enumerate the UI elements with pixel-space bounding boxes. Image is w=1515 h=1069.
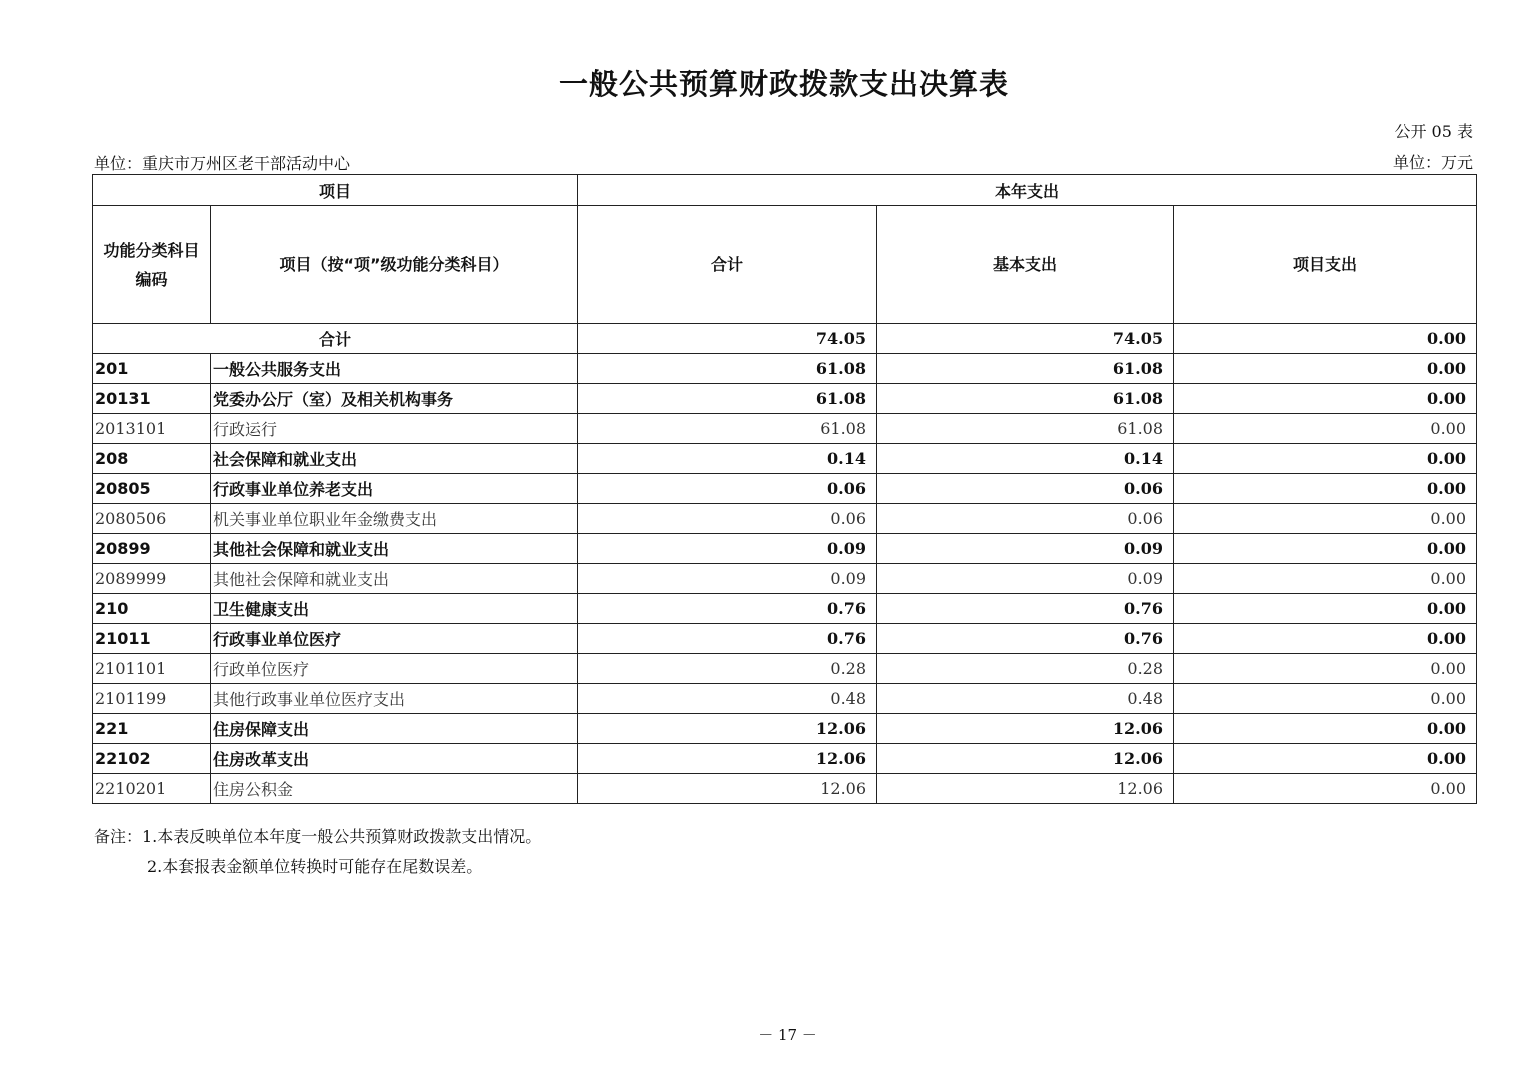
table-row xyxy=(93,744,1477,774)
row-total: 0.28 xyxy=(578,654,877,684)
table-row xyxy=(93,444,1477,474)
row-basic: 0.76 xyxy=(877,594,1174,624)
row-name: 行政事业单位养老支出 xyxy=(211,474,578,504)
unit-currency: 单位：万元 xyxy=(1392,153,1473,172)
row-basic: 61.08 xyxy=(877,384,1174,414)
row-total: 0.06 xyxy=(578,474,877,504)
total-total: 74.05 xyxy=(578,324,877,354)
row-code: 221 xyxy=(93,714,211,744)
row-total: 0.76 xyxy=(578,594,877,624)
row-basic: 61.08 xyxy=(877,414,1174,444)
row-code: 2080506 xyxy=(93,504,211,534)
total-project: 0.00 xyxy=(1174,324,1477,354)
table-number: 公开 05 表 xyxy=(1394,122,1473,141)
table-row xyxy=(93,534,1477,564)
row-basic: 0.06 xyxy=(877,474,1174,504)
header-row-2 xyxy=(93,206,1477,324)
row-name: 机关事业单位职业年金缴费支出 xyxy=(211,504,578,534)
row-project: 0.00 xyxy=(1174,534,1477,564)
header-current-year-expense: 本年支出 xyxy=(578,175,1477,206)
header-project: 项目 xyxy=(93,175,578,206)
row-project: 0.00 xyxy=(1174,594,1477,624)
table-row xyxy=(93,594,1477,624)
row-basic: 12.06 xyxy=(877,774,1174,804)
row-code: 2101199 xyxy=(93,684,211,714)
row-total: 0.09 xyxy=(578,564,877,594)
row-project: 0.00 xyxy=(1174,474,1477,504)
row-basic: 0.09 xyxy=(877,564,1174,594)
table-row xyxy=(93,414,1477,444)
row-project: 0.00 xyxy=(1174,744,1477,774)
row-project: 0.00 xyxy=(1174,444,1477,474)
row-project: 0.00 xyxy=(1174,684,1477,714)
row-code: 208 xyxy=(93,444,211,474)
header-code-column: 功能分类科目编码 xyxy=(93,206,211,324)
row-basic: 0.14 xyxy=(877,444,1174,474)
row-name: 行政单位医疗 xyxy=(211,654,578,684)
row-code: 20131 xyxy=(93,384,211,414)
table-row xyxy=(93,654,1477,684)
table-row xyxy=(93,504,1477,534)
header-project-expense-column: 项目支出 xyxy=(1174,206,1477,324)
total-row xyxy=(93,324,1477,354)
row-name: 社会保障和就业支出 xyxy=(211,444,578,474)
row-name: 住房改革支出 xyxy=(211,744,578,774)
row-name: 卫生健康支出 xyxy=(211,594,578,624)
page-title: 一般公共预算财政拨款支出决算表 xyxy=(558,67,1009,101)
row-project: 0.00 xyxy=(1174,384,1477,414)
row-total: 61.08 xyxy=(578,354,877,384)
row-name: 行政事业单位医疗 xyxy=(211,624,578,654)
row-code: 2089999 xyxy=(93,564,211,594)
notes xyxy=(94,822,541,882)
row-name: 其他社会保障和就业支出 xyxy=(211,534,578,564)
page-number: － 17 － xyxy=(758,1026,817,1044)
row-name: 其他社会保障和就业支出 xyxy=(211,564,578,594)
table-row xyxy=(93,564,1477,594)
row-name: 一般公共服务支出 xyxy=(211,354,578,384)
row-project: 0.00 xyxy=(1174,654,1477,684)
header-row-1 xyxy=(93,175,1477,206)
table-row xyxy=(93,624,1477,654)
row-total: 0.06 xyxy=(578,504,877,534)
row-code: 2013101 xyxy=(93,414,211,444)
row-project: 0.00 xyxy=(1174,504,1477,534)
row-name: 行政运行 xyxy=(211,414,578,444)
row-project: 0.00 xyxy=(1174,624,1477,654)
row-project: 0.00 xyxy=(1174,564,1477,594)
row-code: 21011 xyxy=(93,624,211,654)
row-basic: 0.48 xyxy=(877,684,1174,714)
row-basic: 61.08 xyxy=(877,354,1174,384)
row-total: 61.08 xyxy=(578,414,877,444)
header-name-column: 项目（按“项”级功能分类科目） xyxy=(211,206,578,324)
table-row xyxy=(93,354,1477,384)
row-project: 0.00 xyxy=(1174,774,1477,804)
total-label: 合计 xyxy=(93,324,578,354)
row-project: 0.00 xyxy=(1174,714,1477,744)
row-name: 党委办公厅（室）及相关机构事务 xyxy=(211,384,578,414)
row-project: 0.00 xyxy=(1174,414,1477,444)
unit-organization: 单位：重庆市万州区老干部活动中心 xyxy=(94,154,351,173)
row-name: 住房公积金 xyxy=(211,774,578,804)
row-basic: 12.06 xyxy=(877,714,1174,744)
row-total: 12.06 xyxy=(578,774,877,804)
expense-table xyxy=(92,174,1477,804)
row-code: 20899 xyxy=(93,534,211,564)
row-total: 61.08 xyxy=(578,384,877,414)
row-code: 201 xyxy=(93,354,211,384)
row-name: 其他行政事业单位医疗支出 xyxy=(211,684,578,714)
row-basic: 0.09 xyxy=(877,534,1174,564)
row-total: 0.09 xyxy=(578,534,877,564)
table-row xyxy=(93,774,1477,804)
total-basic: 74.05 xyxy=(877,324,1174,354)
row-total: 12.06 xyxy=(578,714,877,744)
table-row xyxy=(93,714,1477,744)
note-line-1: 备注：1.本表反映单位本年度一般公共预算财政拨款支出情况。 xyxy=(94,827,542,846)
table-row xyxy=(93,684,1477,714)
table-row xyxy=(93,384,1477,414)
note-line-2: 2.本套报表金额单位转换时可能存在尾数误差。 xyxy=(147,857,483,876)
row-total: 0.76 xyxy=(578,624,877,654)
row-code: 20805 xyxy=(93,474,211,504)
row-total: 0.48 xyxy=(578,684,877,714)
row-total: 0.14 xyxy=(578,444,877,474)
row-code: 2101101 xyxy=(93,654,211,684)
table-row xyxy=(93,474,1477,504)
row-total: 12.06 xyxy=(578,744,877,774)
header-total-column: 合计 xyxy=(578,206,877,324)
row-project: 0.00 xyxy=(1174,354,1477,384)
row-code: 22102 xyxy=(93,744,211,774)
row-basic: 0.28 xyxy=(877,654,1174,684)
row-name: 住房保障支出 xyxy=(211,714,578,744)
header-basic-column: 基本支出 xyxy=(877,206,1174,324)
row-code: 210 xyxy=(93,594,211,624)
row-basic: 0.76 xyxy=(877,624,1174,654)
row-basic: 0.06 xyxy=(877,504,1174,534)
row-code: 2210201 xyxy=(93,774,211,804)
row-basic: 12.06 xyxy=(877,744,1174,774)
